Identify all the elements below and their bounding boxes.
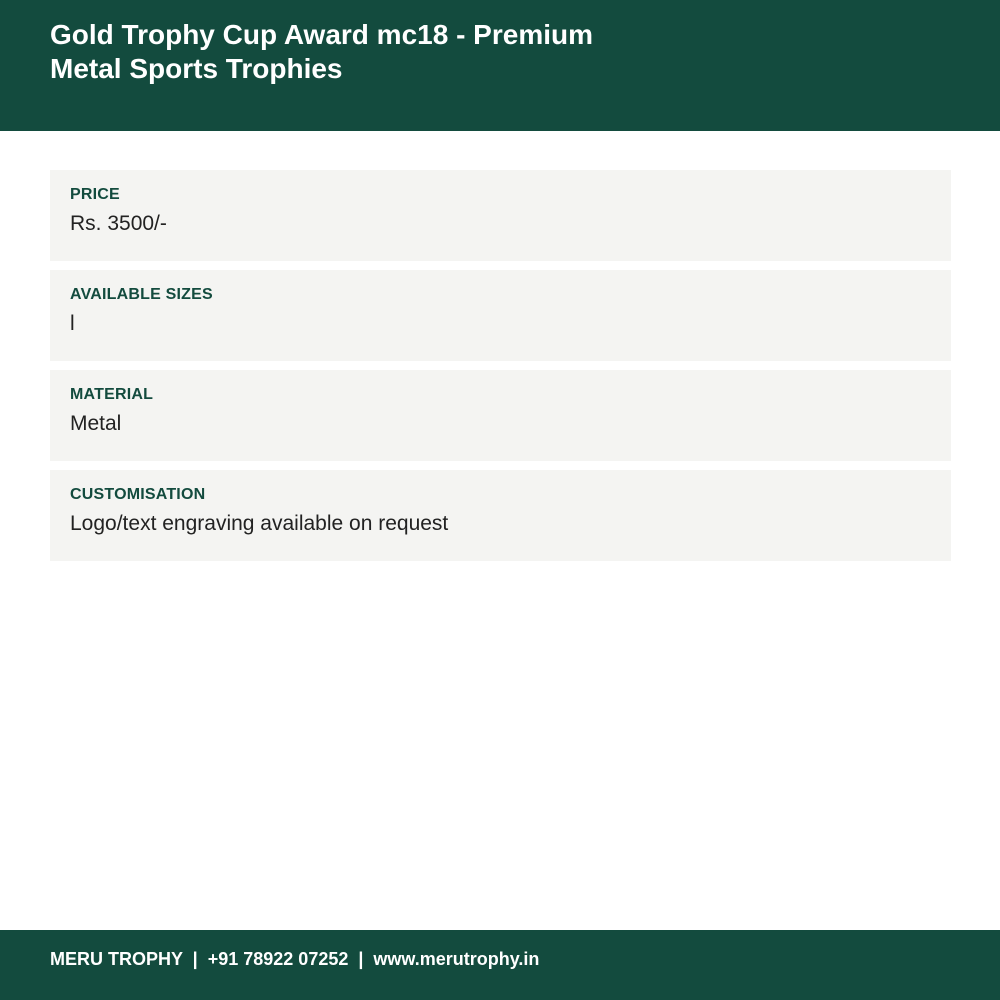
page-footer — [0, 930, 1000, 1000]
page-title: Gold Trophy Cup Award mc18 - Premium Metal Sports Trophies — [50, 19, 593, 84]
price-label: PRICE — [70, 186, 120, 203]
available-sizes-value: l — [70, 312, 75, 335]
material-label: MATERIAL — [70, 386, 154, 403]
available-sizes-card — [50, 270, 951, 361]
customisation-value: Logo/text engraving available on request — [70, 512, 449, 535]
price-card — [50, 170, 951, 261]
page-header — [0, 0, 1000, 131]
customisation-label: CUSTOMISATION — [70, 486, 206, 503]
price-value: Rs. 3500/- — [70, 212, 167, 235]
available-sizes-label: AVAILABLE SIZES — [70, 286, 213, 303]
material-value: Metal — [70, 412, 122, 435]
product-details — [50, 170, 951, 570]
material-card — [50, 370, 951, 461]
customisation-card — [50, 470, 951, 561]
contact-info: MERU TROPHY | +91 78922 07252 | www.merutrophy.in — [50, 949, 540, 969]
